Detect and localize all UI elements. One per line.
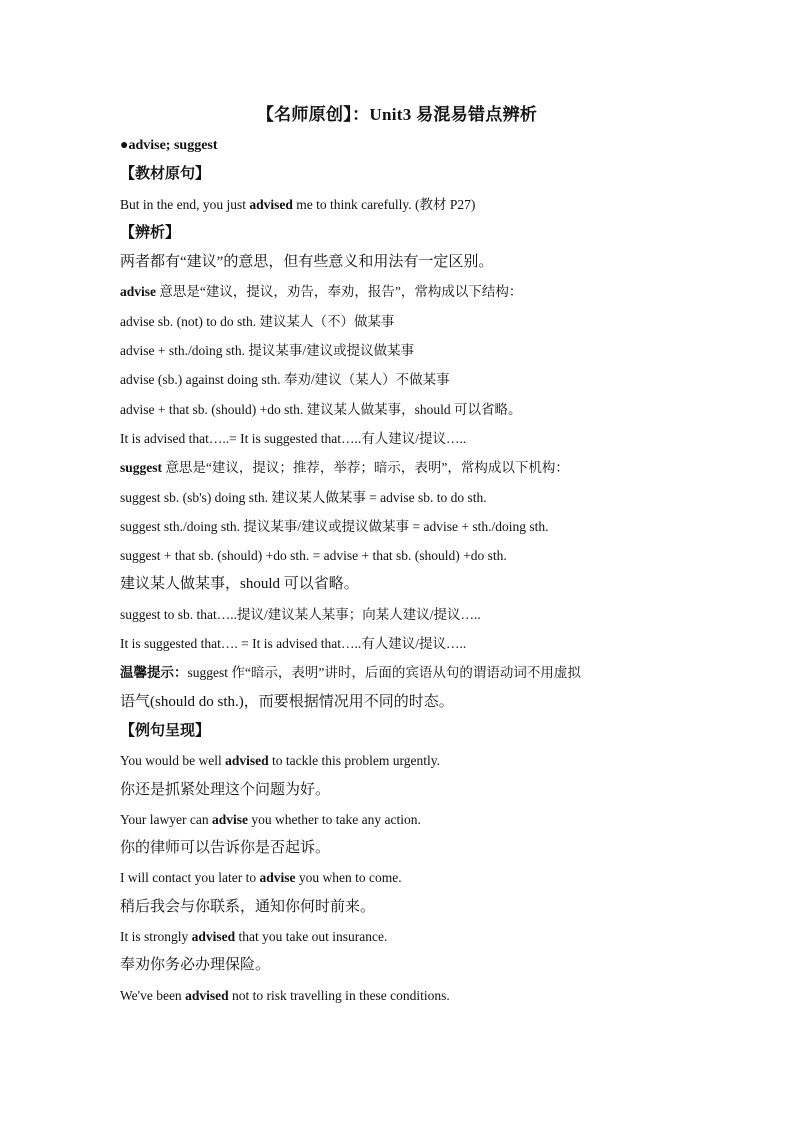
text-segment: 两者都有“建议”的意思，但有些意义和用法有一定区别。 [120, 254, 494, 271]
text-segment: It is advised that…..= It is suggested that…..有人建议/提议….. [120, 430, 467, 446]
text-line [120, 277, 690, 306]
text-line [120, 365, 690, 394]
text-segment: that you take out insurance. [235, 929, 388, 945]
bold-segment: advised [249, 196, 293, 212]
text-line [120, 307, 690, 336]
bold-segment: 温馨提示： [120, 665, 188, 681]
bold-segment: suggest [120, 460, 163, 476]
text-segment: 你的律师可以告诉你是否起诉。 [120, 840, 331, 857]
text-segment: 你还是抓紧处理这个问题为好。 [120, 781, 331, 798]
text-line [120, 951, 690, 980]
text-segment: suggest 作“暗示，表明”讲时，后面的宾语从句的谓语动词不用虚拟 [187, 665, 581, 681]
text-segment: 意思是“建议，提议；推荐，举荐；暗示，表明”，常构成以下机构： [162, 460, 569, 476]
text-segment: suggest to sb. that…..提议/建议某人某事；向某人建议/提议….. [120, 606, 481, 622]
text-segment: It is strongly [120, 929, 192, 945]
text-segment: advise (sb.) against doing sth. 奉劝/建议（某人）不做某事 [120, 372, 450, 388]
text-line [120, 190, 690, 219]
text-line [120, 863, 690, 892]
text-segment: It is suggested that…. = It is advised that…..有人建议/提议….. [120, 636, 467, 652]
section-heading [120, 717, 690, 746]
text-segment: You would be well [120, 753, 226, 769]
bold-segment: advised [191, 929, 236, 945]
text-segment: 建议某人做某事，should 可以省略。 [120, 576, 359, 593]
text-line [120, 893, 690, 922]
text-segment: advise + sth./doing sth. 提议某事/建议或提议做某事 [120, 343, 415, 359]
text-segment: me to think carefully. (教材 P27) [292, 196, 476, 212]
text-segment: you whether to take any action. [248, 811, 421, 827]
text-segment: 稍后我会与你联系，通知你何时前来。 [120, 898, 376, 915]
text-line [120, 541, 690, 570]
text-line [120, 746, 690, 775]
section-heading [120, 160, 690, 189]
text-line [120, 248, 690, 277]
text-line [120, 981, 690, 1010]
bold-segment: 【教材原句】 [120, 166, 211, 183]
text-line [120, 922, 690, 951]
text-line [120, 570, 690, 599]
text-line [120, 805, 690, 834]
document-body [120, 131, 690, 1010]
bold-segment: advised [225, 753, 269, 769]
text-line [120, 483, 690, 512]
text-line [120, 512, 690, 541]
bold-segment: 【例句呈现】 [120, 722, 211, 739]
bold-segment: advised [185, 987, 229, 1003]
topic-bullet [120, 131, 690, 160]
document-title: 【名师原创】：Unit3 易混易错点辨析 [256, 105, 538, 124]
text-segment: advise sb. (not) to do sth. 建议某人（不）做某事 [120, 313, 395, 329]
text-segment: suggest sb. (sb's) doing sth. 建议某人做某事 = advise sb. to do sth. [120, 489, 487, 505]
text-line [120, 600, 690, 629]
text-line [120, 834, 690, 863]
text-segment: you when to come. [295, 870, 402, 886]
text-segment: advise + that sb. (should) +do sth. 建议某人做某事，should 可以省略。 [120, 401, 522, 417]
text-segment: 意思是“建议，提议，劝告，奉劝，报告”，常构成以下结构： [156, 284, 523, 300]
text-segment: not to risk travelling in these conditions. [228, 987, 450, 1003]
text-segment: suggest + that sb. (should) +do sth. = advise + that sb. (should) +do sth. [120, 548, 507, 564]
bold-segment: advise [259, 870, 296, 886]
text-segment: Your lawyer can [120, 811, 212, 827]
text-segment: We've been [120, 987, 186, 1003]
text-line [120, 424, 690, 453]
text-line [120, 658, 690, 687]
text-line [120, 629, 690, 658]
text-line [120, 688, 690, 717]
bold-segment: advise [211, 811, 248, 827]
bold-segment: advise [120, 284, 157, 300]
bold-segment: 【辨析】 [120, 224, 181, 241]
text-segment: I will contact you later to [120, 870, 260, 886]
text-segment: to tackle this problem urgently. [268, 753, 440, 769]
text-line [120, 453, 690, 482]
text-line [120, 336, 690, 365]
bold-segment: ●advise; suggest [120, 138, 218, 153]
text-line [120, 776, 690, 805]
section-heading [120, 219, 690, 248]
text-line [120, 395, 690, 424]
text-segment: suggest sth./doing sth. 提议某事/建议或提议做某事 = advise + sth./doing sth. [120, 518, 549, 534]
text-segment: 语气(should do sth.)，而要根据情况用不同的时态。 [120, 693, 454, 710]
text-segment: But in the end, you just [120, 196, 250, 212]
text-segment: 奉劝你务必办理保险。 [120, 957, 271, 974]
